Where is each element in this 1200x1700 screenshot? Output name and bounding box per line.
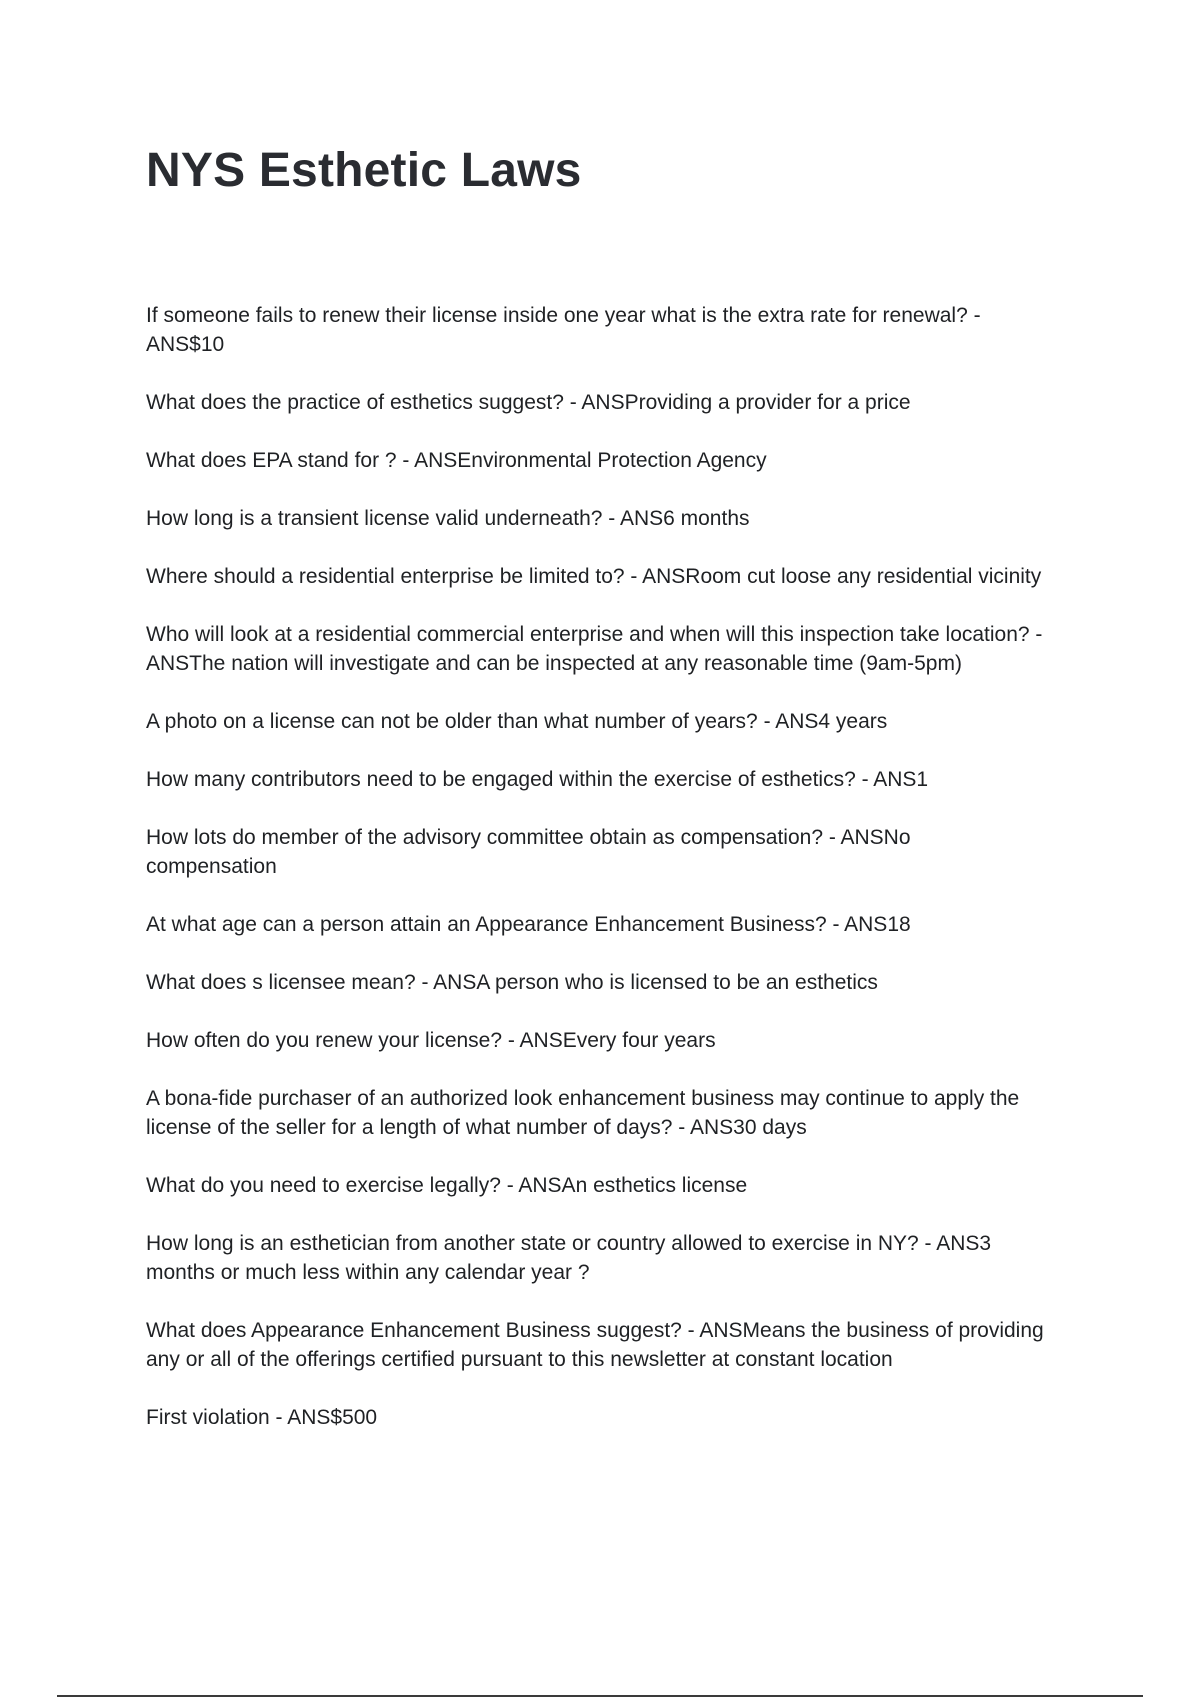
footer-divider: [57, 1695, 1143, 1697]
qa-item-13: A bona-fide purchaser of an authorized look enhancement business may continue to apply the license of the seller for a length of what number of days? - ANS30 days: [146, 1087, 1020, 1139]
qa-item-17: First violation - ANS$500: [146, 1406, 378, 1429]
qa-item-3: What does EPA stand for ? - ANSEnvironmental Protection Agency: [146, 449, 767, 472]
qa-item-9: How lots do member of the advisory committee obtain as compensation? - ANSNo compensation: [146, 826, 911, 878]
qa-item-15: How long is an esthetician from another state or country allowed to exercise in NY? - ANS3 months or much less within any calendar year ?: [146, 1232, 992, 1284]
qa-list: [146, 301, 1046, 1461]
qa-item-4: How long is a transient license valid underneath? - ANS6 months: [146, 507, 750, 530]
qa-item-10: At what age can a person attain an Appearance Enhancement Business? - ANS18: [146, 913, 911, 936]
qa-item-14: What do you need to exercise legally? - ANSAn esthetics license: [146, 1174, 748, 1197]
qa-item-6: Who will look at a residential commercial enterprise and when will this inspection take location? - ANSThe nation will investigate and can be inspected at any reasonable time (9am-5pm): [146, 623, 1043, 675]
qa-item-8: How many contributors need to be engaged within the exercise of esthetics? - ANS1: [146, 768, 929, 791]
qa-item-7: A photo on a license can not be older than what number of years? - ANS4 years: [146, 710, 888, 733]
qa-item-12: How often do you renew your license? - ANSEvery four years: [146, 1029, 716, 1052]
qa-item-11: What does s licensee mean? - ANSA person who is licensed to be an esthetics: [146, 971, 878, 994]
qa-item-5: Where should a residential enterprise be limited to? - ANSRoom cut loose any residential vicinity: [146, 565, 1042, 588]
qa-item-16: What does Appearance Enhancement Business suggest? - ANSMeans the business of providing any or all of the offerings certified pursuant to this newsletter at constant location: [146, 1319, 1044, 1371]
qa-item-1: If someone fails to renew their license inside one year what is the extra rate for renewal? - ANS$10: [146, 304, 981, 356]
page-title: NYS Esthetic Laws: [146, 144, 582, 197]
qa-item-2: What does the practice of esthetics suggest? - ANSProviding a provider for a price: [146, 391, 911, 414]
